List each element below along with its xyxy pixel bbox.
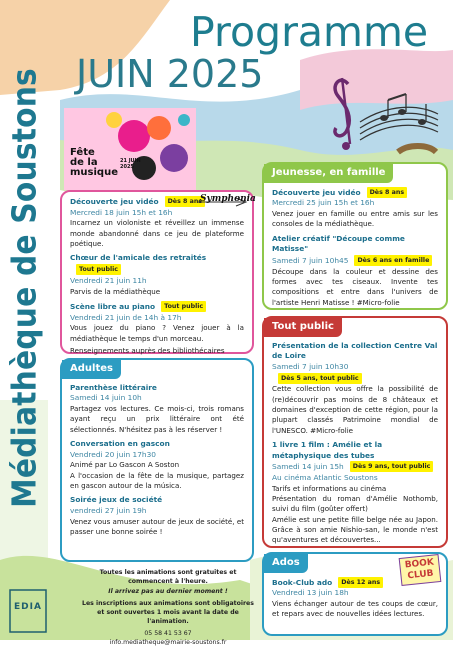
age-badge: Dès 8 ans [165,196,206,207]
symphonia-text: Symphonia [200,194,256,204]
poster-line2: de la [70,157,98,168]
event-text: Animé par Lo Gascon A Soston [70,460,180,470]
event-title: 1 livre 1 film : Amélie et la métaphysique des tubes [272,439,383,460]
event-date: Samedi 7 juin 10h45 Dès 6 ans en famille [272,255,438,267]
book-club-text: BOOK CLUB [399,554,442,586]
event-date: Samedi 7 juin 10h30Dès 5 ans, tout public [272,362,438,384]
event-text: Renseignements auprès des bibliothécaires [70,345,225,355]
music-notes-icon [328,74,444,156]
vertical-title-text: Médiathèque de Soustons [4,68,44,508]
event-text: Partagez vos lectures. Ce mois-ci, trois romans ayant reçu un prix littéraire ont été sélectionnés. N'hésitez pas à les réserver ! [70,403,244,434]
fete-musique-poster [64,108,196,190]
event-date: Vendredi 21 juin 11h [70,275,147,285]
page-title: Programme [190,8,429,56]
jeunesse-heading: Jeunesse, en famille [264,164,393,183]
event-date: Vendredi 20 juin 17h30 [70,449,156,459]
symphonia-logo [196,194,256,210]
event-text: Vous jouez du piano ? Venez jouer à la médiathèque le temps d'un morceau. [70,323,244,343]
adultes-heading: Adultes [62,360,121,379]
event-text: Tarifs et informations au cinéma [272,483,387,493]
age-badge: Tout public [161,301,206,312]
footer-line3: Les inscriptions aux animations sont obligatoires [82,599,254,607]
mediatheque-logo [8,588,48,634]
footer-line2: Il arrivez pas au dernier moment ! [108,587,228,595]
event-text: Découpe dans la couleur et dessine des formes avec tes ciseaux. Invente tes compositions et entre dans l'univers de l'artiste Henri Matisse ! #Micro-folie [272,266,438,307]
age-badge: Tout public [76,264,121,275]
tout-public-box [262,316,448,548]
event-date: Vendredi 21 juin de 14h à 17h [70,312,182,322]
tout-public-heading: Tout public [264,318,342,337]
event-title: Parenthèse littéraire [70,382,157,392]
footer-email: info.mediatheque@mairie-soustons.fr [109,639,227,647]
footer-phone: 05 58 41 53 67 [144,629,192,637]
event-text: Venez vous amuser autour de jeux de société, et passer une bonne soirée ! [70,516,244,536]
poster-line3: musique [70,167,118,178]
event-text: Cette collection vous offre la possibilité de (re)découvrir pas moins de 8 châteaux et domaines d'exception de cette région, pour la plupart classés Patrimoine mondial de l'UNESCO. #Micro-folie [272,384,438,435]
event-text: Incarnez un violoniste et réveillez un immense monde abandonné dans ce jeu de plateforme poétique. [70,218,244,249]
event-title: Présentation de la collection Centre Val de Loire [272,340,438,361]
event-text: Viens échanger autour de tes coups de cœur, et repars avec de nouvelles idées lectures. [272,598,438,619]
event-date: Samedi 14 juin 10h [70,393,142,403]
event-date: vendredi 27 juin 19h [70,505,147,515]
event-title: Soirée jeux de société [70,495,163,505]
music-events-box [60,190,254,354]
age-badge: Dès 12 ans [338,577,383,588]
poster-line1: Fête [70,147,95,158]
age-badge: Dès 5 ans, tout public [278,373,362,384]
footer-line4: et sont ouvertes 1 mois avant la date de l'animation. [97,609,239,626]
poster-date: 21 JUIN 2025 [120,158,141,170]
event-text: Venez jouer en famille ou entre amis sur les consoles de la médiathèque. [272,208,438,229]
event-text: Amélie est une petite fille belge née au Japon. Grâce à son amie Nishio-san, le monde n'est qu'aventures et découvertes... [272,514,438,545]
age-badge: Dès 6 ans en famille [354,255,432,266]
event-text: Présentation du roman d'Amélie Nothomb, suivi du film (goûter offert) [272,494,438,514]
event-title: Découverte jeu vidéo Dès 8 ans [272,187,438,199]
adultes-box [60,358,254,562]
vertical-title [4,8,44,568]
footer-info [78,568,258,647]
page-subtitle: JUIN 2025 [76,52,264,96]
ados-heading: Ados [264,554,308,573]
event-date: Mercredi 18 juin 15h et 16h [70,207,173,217]
event-title: Scène libre au piano Tout public [70,301,244,313]
event-title: Chœur de l'amicale des retraitésTout public [70,253,244,275]
event-text: Parvis de la médiathèque [70,286,161,296]
age-badge: Dès 8 ans [367,187,408,198]
event-venue: Au cinéma Atlantic Soustons [272,473,378,483]
jeunesse-box [262,162,448,310]
event-title: Découverte jeu vidéo Dès 8 ans [70,196,244,208]
logo-text: EDIA [14,602,42,612]
event-title: Conversation en gascon [70,438,170,448]
event-date: Vendredi 13 juin 18h [272,588,349,598]
event-title: Book-Club ado Dès 12 ans [272,577,438,589]
footer-line1: Toutes les animations sont gratuites et commencent à l'heure. [99,569,237,586]
event-text: A l'occasion de la fête de la musique, partagez en gascon autour de la música. [70,470,244,490]
book-club-logo [399,554,442,586]
event-title: Atelier créatif "Découpe comme Matisse" [272,233,405,254]
age-badge: Dès 9 ans, tout public [350,461,434,472]
event-date: Samedi 14 juin 15h Dès 9 ans, tout public [272,461,438,473]
event-date: Mercredi 25 juin 15h et 16h [272,198,375,208]
